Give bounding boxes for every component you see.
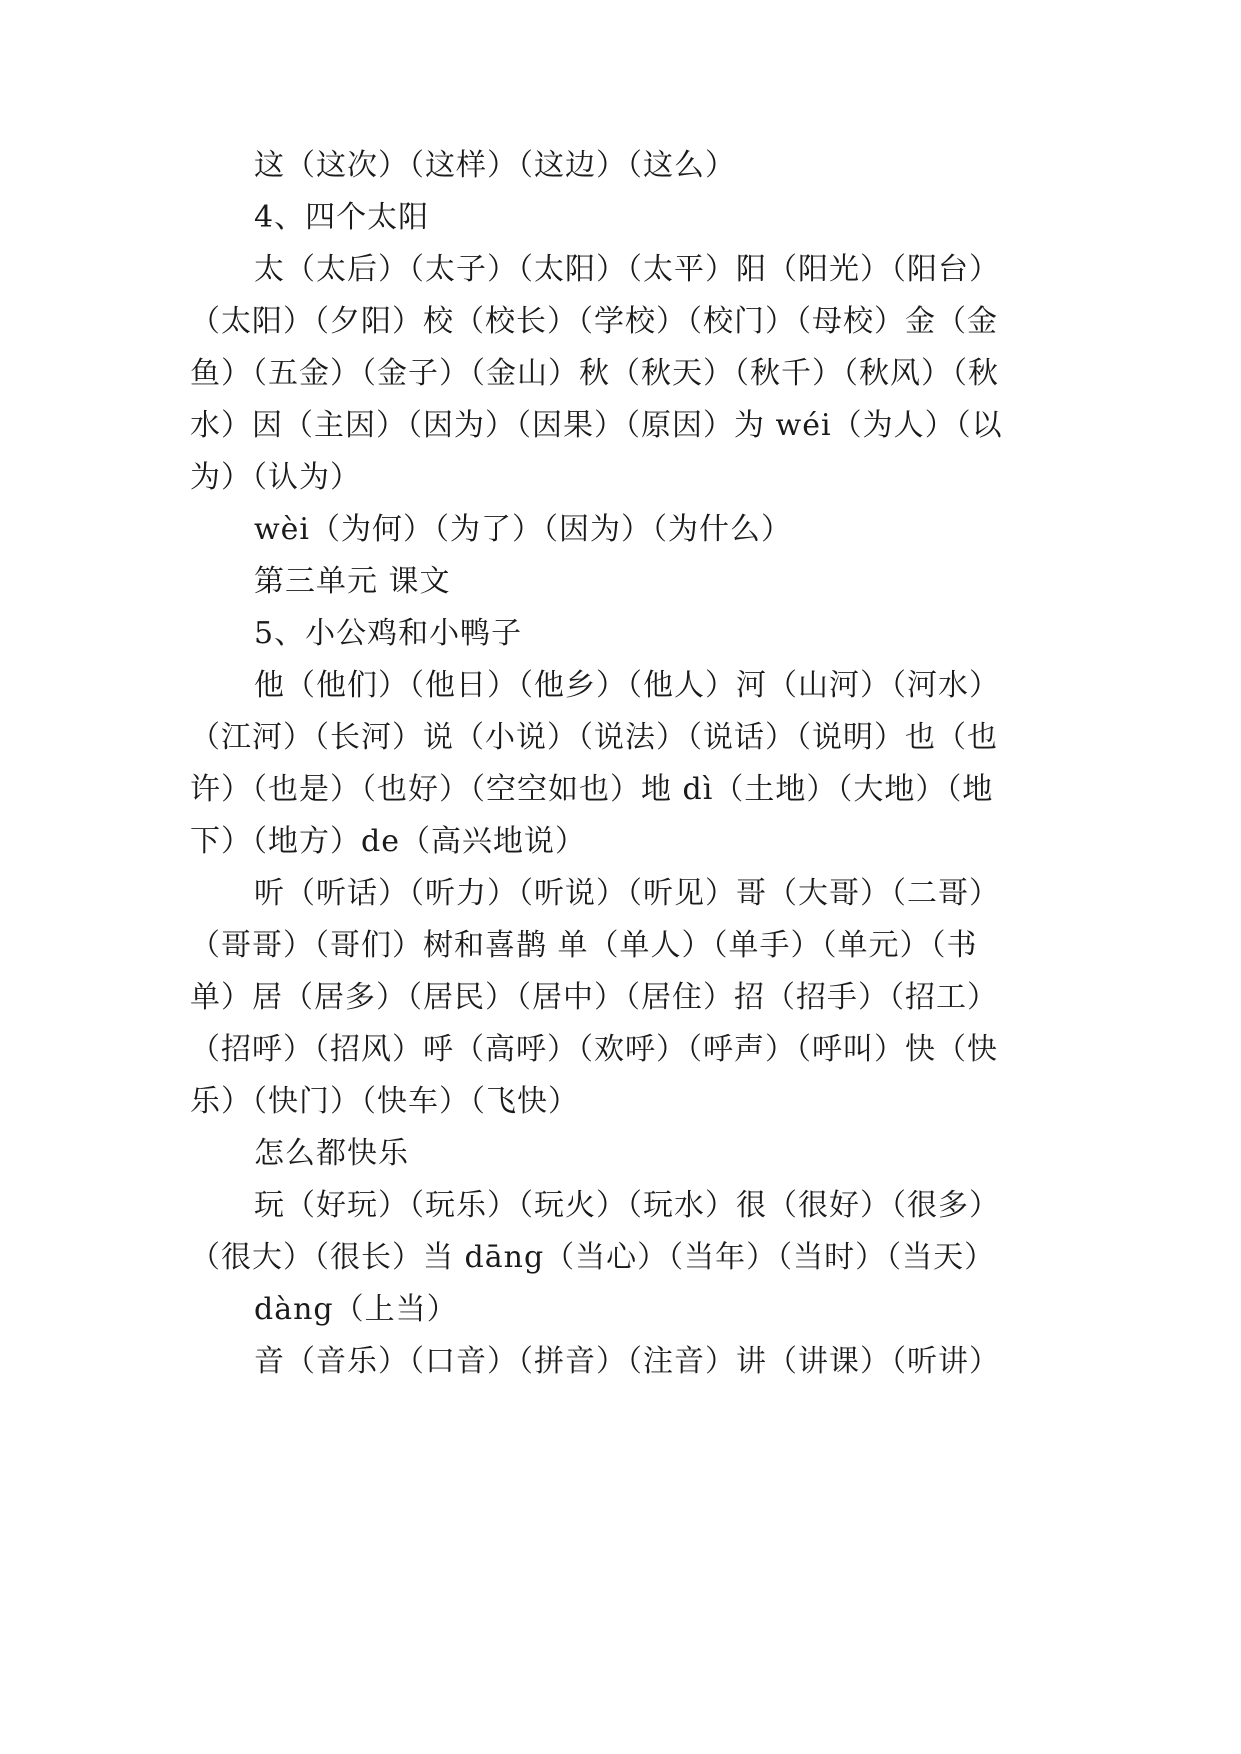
text-line: 单）居（居多）（居民）（居中）（居住）招（招手）（招工） — [190, 980, 998, 1015]
text-line: 下）（地方）de（高兴地说） — [190, 824, 586, 859]
text-line: 他（他们）（他日）（他乡）（他人）河（山河）（河水） — [254, 668, 1000, 703]
text-line: 为）（认为） — [190, 460, 361, 495]
lesson-heading: 怎么都快乐 — [254, 1136, 409, 1171]
text-line: 水）因（主因）（因为）（因果）（原因）为 wéi（为人）（以 — [190, 408, 1003, 443]
text-line: 这（这次）（这样）（这边）（这么） — [254, 148, 736, 183]
text-line: 鱼）（五金）（金子）（金山）秋（秋天）（秋千）（秋风）（秋 — [190, 356, 999, 391]
text-line: wèi（为何）（为了）（因为）（为什么） — [254, 512, 793, 547]
text-line: （很大）（很长）当 dāng（当心）（当年）（当时）（当天） — [190, 1240, 996, 1275]
text-line: 许）（也是）（也好）（空空如也）地 dì（土地）（大地）（地 — [190, 772, 994, 807]
lesson-heading: 4、四个太阳 — [254, 200, 430, 235]
unit-heading: 第三单元 课文 — [254, 564, 451, 599]
lesson-heading: 5、小公鸡和小鸭子 — [254, 616, 523, 651]
text-line: 音（音乐）（口音）（拼音）（注音）讲（讲课）（听讲） — [254, 1344, 1000, 1379]
text-line: 听（听话）（听力）（听说）（听见）哥（大哥）（二哥） — [254, 876, 1000, 911]
text-line: （哥哥）（哥们）树和喜鹊 单（单人）（单手）（单元）（书 — [190, 928, 978, 963]
text-line: 乐）（快门）（快车）（飞快） — [190, 1084, 579, 1119]
text-line: （招呼）（招风）呼（高呼）（欢呼）（呼声）（呼叫）快（快 — [190, 1032, 998, 1067]
text-line: （江河）（长河）说（小说）（说法）（说话）（说明）也（也 — [190, 720, 998, 755]
text-line: dàng（上当） — [254, 1292, 458, 1327]
text-line: 太（太后）（太子）（太阳）（太平）阳（阳光）（阳台） — [254, 252, 1000, 287]
text-line: 玩（好玩）（玩乐）（玩火）（玩水）很（很好）（很多） — [254, 1188, 1000, 1223]
text-line: （太阳）（夕阳）校（校长）（学校）（校门）（母校）金（金 — [190, 304, 998, 339]
